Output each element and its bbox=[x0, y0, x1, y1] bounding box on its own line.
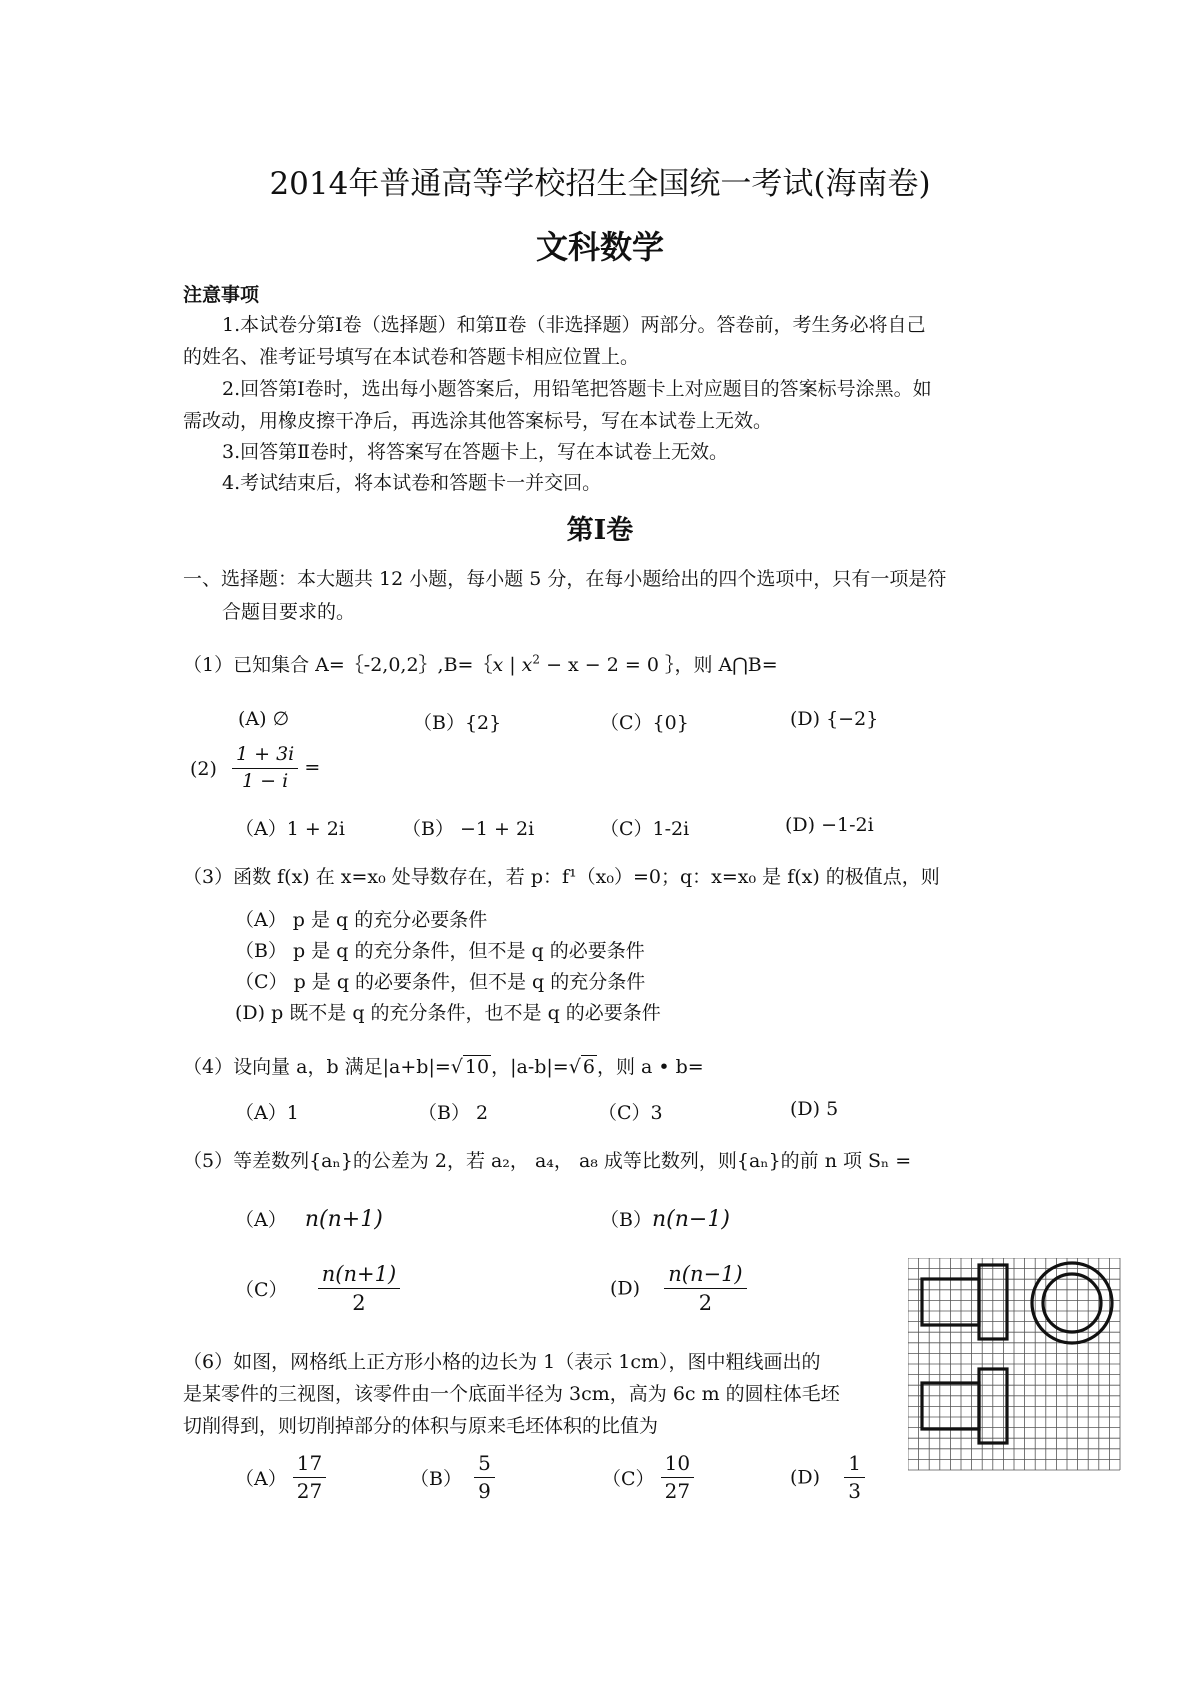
q2-denominator: 1 − i bbox=[242, 769, 289, 792]
exam-subtitle: 文科数学 bbox=[535, 228, 664, 266]
q6-numerator: 10 bbox=[661, 1452, 694, 1478]
q5-denominator: 2 bbox=[352, 1291, 366, 1316]
q2-numerator: 1 + 3i bbox=[232, 744, 298, 769]
q5-option-label: （B） bbox=[600, 1209, 652, 1231]
grid-paper bbox=[908, 1258, 1120, 1470]
q6-option-a-frac bbox=[293, 1452, 326, 1503]
q2-option-a: （A）1 + 2i bbox=[235, 818, 345, 840]
q6-option-b bbox=[410, 1452, 495, 1503]
q4-stem bbox=[183, 1052, 704, 1079]
q5-option-d-frac bbox=[664, 1262, 746, 1315]
q4-stem-part: ，|a-b|= bbox=[491, 1056, 569, 1078]
note-line-5: 3.回答第Ⅱ卷时，将答案写在答题卡上，写在本试卷上无效。 bbox=[222, 441, 729, 463]
q4-radicand: 6 bbox=[582, 1056, 595, 1078]
q5-option-c-frac bbox=[318, 1262, 400, 1315]
q2-option-d: (D) −1-2i bbox=[785, 814, 874, 836]
q2-option-c: （C）1-2i bbox=[600, 818, 690, 840]
section-instruction-2: 合题目要求的。 bbox=[222, 601, 356, 623]
q5-numerator: n(n−1) bbox=[664, 1262, 746, 1289]
q1-var: x bbox=[492, 654, 504, 676]
q6-option-label: （B） bbox=[410, 1468, 462, 1490]
note-line-1: 1.本试卷分第Ⅰ卷（选择题）和第Ⅱ卷（非选择题）两部分。答卷前，考生务必将自己 bbox=[222, 314, 926, 336]
q4-option-a: （A）1 bbox=[235, 1102, 299, 1124]
q1-option-c: （C）{0} bbox=[600, 712, 689, 734]
q6-line-3: 切削得到，则切削掉部分的体积与原来毛坯体积的比值为 bbox=[183, 1415, 659, 1437]
q6-option-d bbox=[790, 1452, 865, 1503]
q6-denominator: 27 bbox=[664, 1479, 691, 1503]
q3-option-d: (D) p 既不是 q 的充分条件，也不是 q 的必要条件 bbox=[235, 1002, 661, 1024]
q5-option-c bbox=[235, 1262, 400, 1315]
q6-option-c bbox=[602, 1452, 694, 1503]
q1-option-a: (A) ∅ bbox=[238, 708, 290, 730]
q2-frac bbox=[232, 744, 298, 793]
q6-line-1: （6）如图，网格纸上正方形小格的边长为 1（表示 1cm），图中粗线画出的 bbox=[183, 1351, 821, 1373]
q5-option-b bbox=[600, 1205, 730, 1232]
q6-numerator: 1 bbox=[844, 1452, 865, 1478]
q4-option-c: （C）3 bbox=[598, 1102, 663, 1124]
q1-stem-part: （1）已知集合 A=｛-2,0,2｝,B=｛ bbox=[183, 654, 493, 676]
q6-denominator: 3 bbox=[848, 1479, 861, 1503]
q4-radicand: 10 bbox=[464, 1056, 490, 1078]
q3-option-a: （A） p 是 q 的充分必要条件 bbox=[235, 909, 488, 931]
q2-equals: = bbox=[304, 756, 321, 779]
q1-option-b: （B）{2} bbox=[413, 712, 502, 734]
q4-stem-part: （4）设向量 a，b 满足|a+b|= bbox=[183, 1056, 451, 1078]
q2-label: (2) bbox=[190, 758, 217, 780]
q1-stem-part: − x − 2 = 0 ｝，则 A⋂B= bbox=[540, 654, 778, 676]
q6-option-label: （A） bbox=[235, 1468, 287, 1490]
q5-numerator: n(n+1) bbox=[318, 1262, 400, 1289]
q6-option-b-frac bbox=[474, 1452, 495, 1503]
q2-fraction bbox=[232, 744, 320, 793]
q6-denominator: 27 bbox=[296, 1479, 323, 1503]
q6-option-a bbox=[235, 1452, 326, 1503]
section-title: 第Ⅰ卷 bbox=[566, 515, 634, 546]
q6-option-label: (D) bbox=[790, 1466, 821, 1489]
q4-sqrt: √ 10 bbox=[450, 1056, 490, 1078]
q4-sqrt: √ 6 bbox=[568, 1056, 595, 1078]
q1-stem-part: | bbox=[503, 654, 522, 676]
q6-three-view-figure bbox=[908, 1258, 1130, 1480]
exam-title: 2014年普通高等学校招生全国统一考试(海南卷) bbox=[269, 166, 931, 202]
q5-option-label: (D) bbox=[610, 1277, 641, 1300]
q6-numerator: 17 bbox=[293, 1452, 326, 1478]
q6-line-2: 是某零件的三视图，该零件由一个底面半径为 3cm，高为 6c m 的圆柱体毛坯 bbox=[183, 1383, 840, 1405]
q5-option-a bbox=[235, 1205, 383, 1232]
q1-var: x bbox=[521, 654, 533, 676]
q5-option-d bbox=[610, 1262, 747, 1315]
q6-option-d-frac bbox=[844, 1452, 865, 1503]
q6-numerator: 5 bbox=[474, 1452, 495, 1478]
q5-option-label: （C） bbox=[235, 1279, 288, 1302]
q1-exponent: 2 bbox=[532, 652, 541, 667]
q3-option-c: （C） p 是 q 的必要条件，但不是 q 的充分条件 bbox=[235, 971, 646, 993]
q6-option-label: （C） bbox=[602, 1468, 655, 1490]
q5-option-label: （A） bbox=[235, 1209, 287, 1231]
q6-denominator: 9 bbox=[478, 1479, 491, 1503]
q5-option-expr: n(n+1) bbox=[304, 1207, 383, 1232]
q6-option-c-frac bbox=[661, 1452, 694, 1503]
q2-option-b: （B） −1 + 2i bbox=[402, 818, 535, 840]
notes-heading: 注意事项 bbox=[183, 284, 260, 306]
q3-option-b: （B） p 是 q 的充分条件，但不是 q 的必要条件 bbox=[235, 940, 645, 962]
q1-option-d: (D) {−2} bbox=[790, 708, 879, 730]
top-view-inner-circle bbox=[1043, 1274, 1101, 1332]
q3-stem: （3）函数 f(x) 在 x=x₀ 处导数存在，若 p：f¹（x₀）=0；q：x=x₀ 是 f(x) 的极值点，则 bbox=[183, 866, 940, 888]
note-line-6: 4.考试结束后，将本试卷和答题卡一并交回。 bbox=[222, 472, 602, 494]
note-line-2: 的姓名、准考证号填写在本试卷和答题卡相应位置上。 bbox=[183, 346, 640, 368]
q1-stem bbox=[183, 650, 778, 677]
note-line-3: 2.回答第Ⅰ卷时，选出每小题答案后，用铅笔把答题卡上对应题目的答案标号涂黑。如 bbox=[222, 378, 932, 400]
q4-stem-part: ，则 a • b= bbox=[596, 1056, 704, 1078]
section-instruction-1: 一、选择题：本大题共 12 小题，每小题 5 分，在每小题给出的四个选项中，只有一项是符 bbox=[183, 568, 947, 590]
q4-option-b: （B） 2 bbox=[418, 1102, 489, 1124]
q5-denominator: 2 bbox=[698, 1291, 713, 1316]
q5-option-expr: n(n−1) bbox=[651, 1207, 730, 1232]
q4-option-d: (D) 5 bbox=[790, 1098, 839, 1120]
note-line-4: 需改动，用橡皮擦干净后，再选涂其他答案标号，写在本试卷上无效。 bbox=[183, 410, 773, 432]
q5-stem: （5）等差数列{aₙ}的公差为 2，若 a₂， a₄， a₈ 成等比数列，则{aₙ}的前 n 项 Sₙ = bbox=[183, 1150, 912, 1172]
